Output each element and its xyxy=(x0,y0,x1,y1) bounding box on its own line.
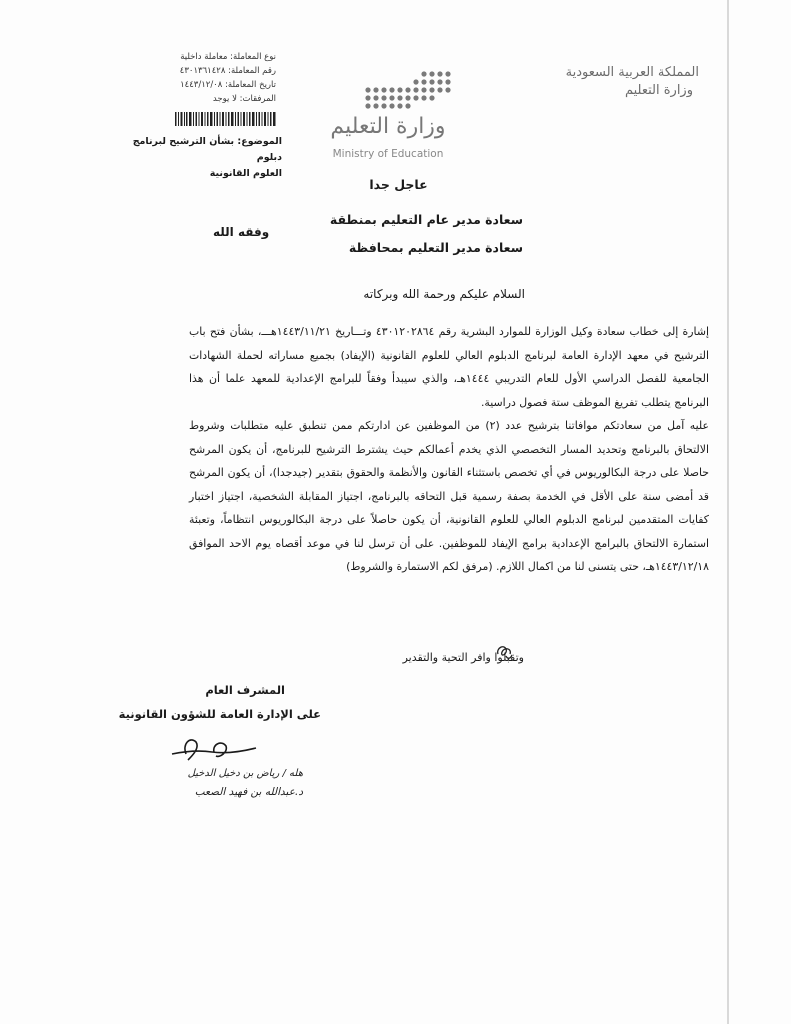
greeting: السلام عليكم ورحمة الله وبركاته xyxy=(363,287,525,301)
ministry-logo xyxy=(318,70,458,170)
page-edge-shadow xyxy=(727,0,729,1024)
addressee-1: سعادة مدير عام التعليم بمنطقة xyxy=(329,212,523,227)
signer-title-2: على الإدارة العامة للشؤون القانونية xyxy=(118,707,321,721)
logo-english-name: Ministry of Education xyxy=(332,148,444,160)
meta-type: نوع المعاملة: معاملة داخلية xyxy=(180,52,276,62)
handwritten-note-2: د.عبدالله بن فهيد الصعب xyxy=(194,786,303,798)
transaction-meta xyxy=(150,50,276,106)
subject-line xyxy=(130,134,282,182)
subject-line-1: الموضوع: بشأن الترشيح لبرنامج دبلوم xyxy=(132,136,282,163)
letter-body xyxy=(189,320,709,579)
subject-line-2: العلوم القانونية xyxy=(209,168,282,179)
meta-attachments: المرفقات: لا يوجد xyxy=(212,94,276,104)
letterhead-right xyxy=(529,64,699,100)
kingdom-name: المملكة العربية السعودية xyxy=(565,65,699,80)
addressee-2: سعادة مدير التعليم بمحافظة xyxy=(348,240,523,255)
logo-arabic-name: وزارة التعليم xyxy=(330,114,446,139)
logo-dots-icon xyxy=(364,70,456,110)
blessing: وفقه الله xyxy=(213,225,270,239)
meta-number: رقم المعاملة: ٤٣٠١٣٦١٤٢٨ xyxy=(179,66,276,76)
body-paragraph-2: عليه آمل من سعادتكم موافاتنا بترشيح عدد (٢) من الموظفين عن ادارتكم ممن تنطبق عليه متطلبات وشروط الالتحاق بالبرنامج وتحديد المسار التخصصي الذي يخدم أعمالكم حيث يشترط الترشيح للبرنامج، أن يكون المرشح حاصلا على درجة البكالوريوس في أي تخصص باستثناء القانون والأنظمة والحقوق بتقدير (جيدجدا)، أن يكون المرشح قد أمضى سنة على الأقل في الخدمة بصفة رسمية قبل التحاقه بالبرنامج، اجتياز المقابلة الشخصية، اجتياز اختبار كفايات المتقدمين لبرنامج الدبلوم العالي للعلوم القانونية، أن يكون حاصلاً على درجة البكالوريوس انتظاماً، وتعبئة استمارة الالتحاق بالبرامج الإعدادية برامج الإيفاد للموظفين. على أن ترسل لنا في موعد أقصاه يوم الاحد الموافق ١٤٤٣/١٢/١٨هـ، حتى يتسنى لنا من اكمال اللازم. (مرفق لكم الاستمارة والشروط) xyxy=(189,419,709,573)
signature-icon xyxy=(168,730,260,766)
meta-date: تاريخ المعاملة: ١٤٤٣/١٢/٠٨ xyxy=(180,80,276,90)
urgent-label: عاجل جدا xyxy=(369,177,428,192)
ministry-name: وزارة التعليم xyxy=(624,83,693,98)
body-paragraph-1: إشارة إلى خطاب سعادة وكيل الوزارة للموارد البشرية رقم ٤٣٠١٢٠٢٨٦٤ وتـــاريخ ١٤٤٣/١١/٢١هـــ، بشأن فتح باب الترشيح في معهد الإدارة العامة لبرنامج الدبلوم العالي للعلوم القانونية (الإيفاد) بجميع مساراته لحملة الشهادات الجامعية للفصل الدراسي الأول للعام التدريبي ١٤٤٤هـ، والذي سيبدأ وفقاً للبرامج الإعدادية للمعهد علما أن هذا البرنامج يتطلب تفريغ الموظف ستة فصول دراسية. xyxy=(189,325,709,409)
handwritten-note-1: هله / رياض بن دخيل الدخيل xyxy=(187,768,303,779)
closing-line: وتقبلوا وافر التحية والتقدير xyxy=(402,651,524,664)
signer-title-1: المشرف العام xyxy=(205,683,285,697)
barcode-icon xyxy=(175,112,277,126)
